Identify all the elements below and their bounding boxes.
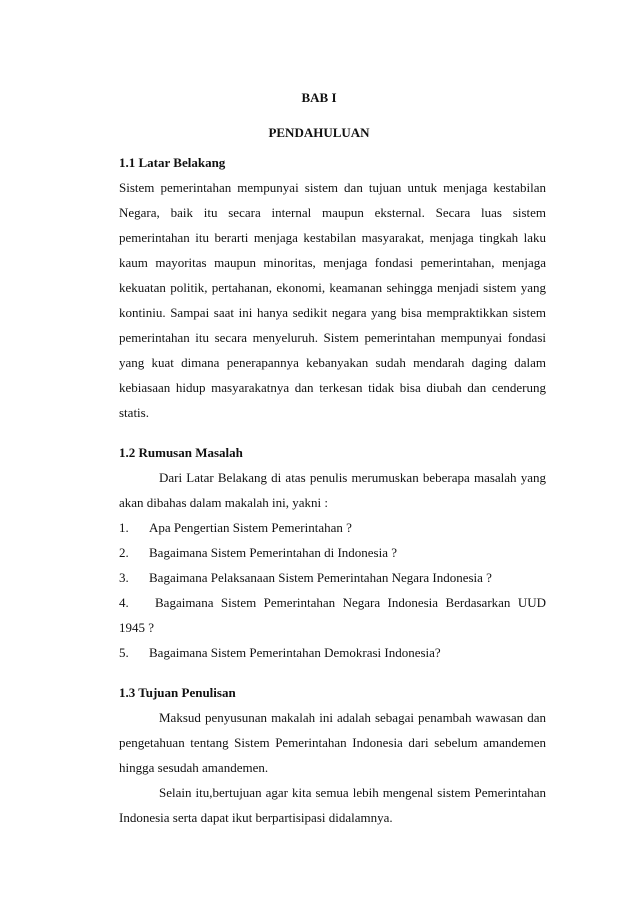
list-item-number: 3.: [119, 570, 129, 585]
list-item: [119, 645, 546, 661]
paragraph-line: Maksud penyusunan makalah ini adalah sebagai penambah wawasan dan: [159, 710, 546, 725]
list-item-text: 1945 ?: [119, 620, 155, 635]
list-item: [119, 570, 546, 586]
list-item-number: 4.: [119, 595, 129, 610]
paragraph-line: kontiniu. Sampai saat ini hanya sedikit negara yang bisa mempraktikkan sistem: [119, 305, 546, 320]
paragraph-line: hingga sesudah amandemen.: [119, 760, 269, 775]
list-item: [119, 545, 546, 561]
paragraph-line: statis.: [119, 405, 149, 420]
paragraph-line: Dari Latar Belakang di atas penulis merumuskan beberapa masalah yang: [159, 470, 546, 485]
paragraph-line: pemerintahan itu berarti menjaga kestabilan masyarakat, menjaga tingkah laku: [119, 230, 546, 245]
list-item-continuation: [119, 620, 546, 636]
paragraph-line: yang kuat dimana penerapannya kebanyakan sudah mendarah daging dalam: [119, 355, 546, 370]
paragraph-line: pengetahuan tentang Sistem Pemerintahan Indonesia dari sebelum amandemen: [119, 735, 546, 750]
list-item-text: Bagaimana Sistem Pemerintahan Negara Indonesia Berdasarkan UUD: [155, 595, 546, 610]
list-item: [119, 595, 546, 611]
chapter-title: PENDAHULUAN: [268, 125, 370, 140]
section-heading-rumusan-masalah: 1.2 Rumusan Masalah: [119, 445, 243, 460]
list-item: [119, 520, 546, 536]
list-item-text: Bagaimana Sistem Pemerintahan di Indonesia ?: [149, 545, 398, 560]
paragraph-line: Negara, baik itu secara internal maupun eksternal. Secara luas sistem: [119, 205, 546, 220]
paragraph-line: kebiasaan hidup masyarakatnya dan terkesan tidak bisa diubah dan cenderung: [119, 380, 546, 395]
paragraph-line: Indonesia serta dapat ikut berpartisipasi didalamnya.: [119, 810, 393, 825]
paragraph-line: Selain itu,bertujuan agar kita semua lebih mengenal sistem Pemerintahan: [159, 785, 546, 800]
chapter-label: BAB I: [301, 90, 337, 105]
paragraph-line: kaum mayoritas maupun minoritas, menjaga fondasi pemerintahan, menjaga: [119, 255, 546, 270]
list-item-number: 2.: [119, 545, 129, 560]
list-item-text: Bagaimana Sistem Pemerintahan Demokrasi Indonesia?: [149, 645, 441, 660]
paragraph-line: kekuatan politik, pertahanan, ekonomi, keamanan sehingga menjadi sistem yang: [119, 280, 546, 295]
list-item-text: Bagaimana Pelaksanaan Sistem Pemerintahan Negara Indonesia ?: [149, 570, 492, 585]
paragraph-line: Sistem pemerintahan mempunyai sistem dan tujuan untuk menjaga kestabilan: [119, 180, 546, 195]
paragraph-line: akan dibahas dalam makalah ini, yakni :: [119, 495, 329, 510]
list-item-number: 5.: [119, 645, 129, 660]
section-heading-tujuan-penulisan: 1.3 Tujuan Penulisan: [119, 685, 236, 700]
section-heading-latar-belakang: 1.1 Latar Belakang: [119, 155, 226, 170]
paragraph-line: pemerintahan itu secara menyeluruh. Sistem pemerintahan mempunyai fondasi: [119, 330, 546, 345]
list-item-number: 1.: [119, 520, 129, 535]
list-item-text: Apa Pengertian Sistem Pemerintahan ?: [149, 520, 352, 535]
